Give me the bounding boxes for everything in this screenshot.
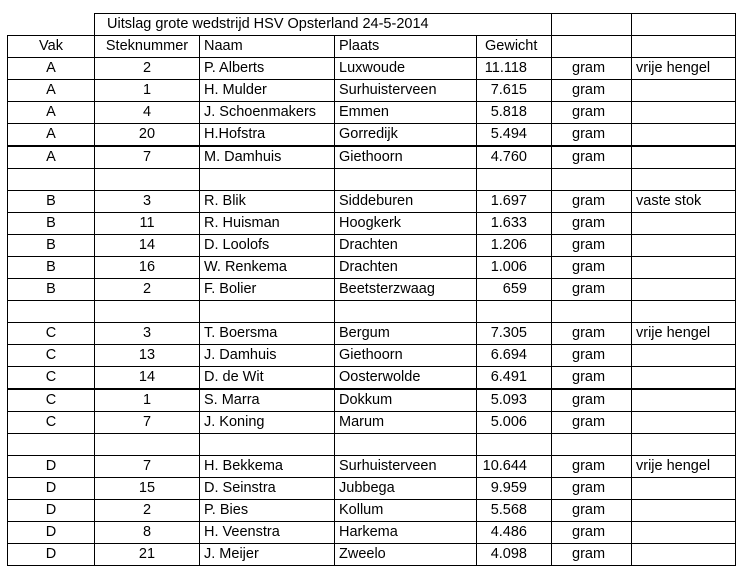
cell-vak: D xyxy=(8,478,95,500)
cell-naam: F. Bolier xyxy=(200,279,335,301)
cell-vak: A xyxy=(8,102,95,124)
cell-unit: gram xyxy=(552,345,632,367)
table-row xyxy=(8,102,736,124)
table-row xyxy=(8,124,736,147)
cell-naam xyxy=(200,301,335,323)
cell-opmerking: vrije hengel xyxy=(632,58,736,80)
cell-plaats: Surhuisterveen xyxy=(335,456,477,478)
cell-gewicht: 6.694 xyxy=(477,345,552,367)
cell-opmerking: vrije hengel xyxy=(632,323,736,345)
cell-opmerking xyxy=(632,478,736,500)
cell-plaats: Giethoorn xyxy=(335,345,477,367)
cell-gewicht: 6.491 xyxy=(477,367,552,390)
results-table xyxy=(7,13,736,566)
cell-naam: P. Alberts xyxy=(200,58,335,80)
cell-unit: gram xyxy=(552,367,632,390)
cell-naam: H.Hofstra xyxy=(200,124,335,147)
table-row xyxy=(8,80,736,102)
cell-unit: gram xyxy=(552,544,632,566)
cell-unit: gram xyxy=(552,124,632,147)
cell-opmerking xyxy=(632,213,736,235)
cell-plaats: Harkema xyxy=(335,522,477,544)
cell-unit: gram xyxy=(552,80,632,102)
cell-vak: C xyxy=(8,412,95,434)
cell-gewicht: 7.305 xyxy=(477,323,552,345)
title-row xyxy=(8,14,736,36)
cell-vak: C xyxy=(8,323,95,345)
cell-gewicht: 1.206 xyxy=(477,235,552,257)
cell-unit: gram xyxy=(552,522,632,544)
table-row xyxy=(8,323,736,345)
cell-steknummer: 3 xyxy=(95,191,200,213)
cell-vak: C xyxy=(8,345,95,367)
cell-unit: gram xyxy=(552,146,632,169)
table-row xyxy=(8,257,736,279)
cell-gewicht: 4.486 xyxy=(477,522,552,544)
cell-unit: gram xyxy=(552,323,632,345)
header-row xyxy=(8,36,736,58)
cell-steknummer xyxy=(95,301,200,323)
cell-opmerking: vrije hengel xyxy=(632,456,736,478)
cell-gewicht: 5.006 xyxy=(477,412,552,434)
cell-gewicht: 5.093 xyxy=(477,389,552,412)
cell-naam: H. Veenstra xyxy=(200,522,335,544)
table-row xyxy=(8,456,736,478)
cell-plaats: Giethoorn xyxy=(335,146,477,169)
cell-unit xyxy=(552,434,632,456)
cell-opmerking xyxy=(632,102,736,124)
cell-unit: gram xyxy=(552,279,632,301)
table-row xyxy=(8,389,736,412)
cell-naam: D. Seinstra xyxy=(200,478,335,500)
column-header-naam: Naam xyxy=(200,36,335,58)
cell-opmerking xyxy=(632,124,736,147)
table-row xyxy=(8,367,736,390)
cell-vak: A xyxy=(8,124,95,147)
cell-vak: B xyxy=(8,191,95,213)
cell-unit: gram xyxy=(552,478,632,500)
cell-steknummer: 2 xyxy=(95,500,200,522)
cell-opmerking xyxy=(632,389,736,412)
cell-opmerking xyxy=(632,80,736,102)
cell-gewicht: 5.818 xyxy=(477,102,552,124)
cell-unit: gram xyxy=(552,456,632,478)
table-row xyxy=(8,279,736,301)
table-row xyxy=(8,146,736,169)
cell-steknummer: 11 xyxy=(95,213,200,235)
cell-naam: J. Damhuis xyxy=(200,345,335,367)
cell-unit: gram xyxy=(552,235,632,257)
cell-gewicht xyxy=(477,169,552,191)
cell-vak xyxy=(8,169,95,191)
cell-plaats: Drachten xyxy=(335,235,477,257)
table-row xyxy=(8,235,736,257)
cell-vak: C xyxy=(8,367,95,390)
cell-plaats: Dokkum xyxy=(335,389,477,412)
cell-unit: gram xyxy=(552,412,632,434)
cell-gewicht: 4.098 xyxy=(477,544,552,566)
cell-gewicht: 1.697 xyxy=(477,191,552,213)
spacer-row xyxy=(8,169,736,191)
cell-plaats: Marum xyxy=(335,412,477,434)
cell-opmerking xyxy=(632,412,736,434)
cell-steknummer: 14 xyxy=(95,367,200,390)
cell-unit: gram xyxy=(552,389,632,412)
cell-gewicht: 7.615 xyxy=(477,80,552,102)
cell-plaats: Luxwoude xyxy=(335,58,477,80)
cell-vak: C xyxy=(8,389,95,412)
cell-plaats: Kollum xyxy=(335,500,477,522)
column-header-steknummer: Steknummer xyxy=(95,36,200,58)
cell-opmerking xyxy=(632,544,736,566)
cell-gewicht: 5.568 xyxy=(477,500,552,522)
table-row xyxy=(8,58,736,80)
cell-naam: J. Meijer xyxy=(200,544,335,566)
cell-steknummer: 8 xyxy=(95,522,200,544)
cell-opmerking xyxy=(632,146,736,169)
cell-steknummer: 1 xyxy=(95,80,200,102)
cell-opmerking xyxy=(632,345,736,367)
cell-steknummer: 7 xyxy=(95,146,200,169)
cell-steknummer: 20 xyxy=(95,124,200,147)
cell-steknummer: 1 xyxy=(95,389,200,412)
cell-plaats: Drachten xyxy=(335,257,477,279)
cell-opmerking xyxy=(632,522,736,544)
cell-plaats: Siddeburen xyxy=(335,191,477,213)
table-row xyxy=(8,544,736,566)
cell-naam: H. Bekkema xyxy=(200,456,335,478)
cell-steknummer: 2 xyxy=(95,58,200,80)
cell-gewicht: 11.118 xyxy=(477,58,552,80)
cell-vak: B xyxy=(8,279,95,301)
spacer-row xyxy=(8,301,736,323)
cell-naam: R. Blik xyxy=(200,191,335,213)
cell-naam: J. Schoenmakers xyxy=(200,102,335,124)
cell-gewicht: 1.633 xyxy=(477,213,552,235)
cell-naam: S. Marra xyxy=(200,389,335,412)
cell-vak: A xyxy=(8,58,95,80)
cell-gewicht: 9.959 xyxy=(477,478,552,500)
cell-naam xyxy=(200,434,335,456)
cell-steknummer: 14 xyxy=(95,235,200,257)
cell-unit: gram xyxy=(552,102,632,124)
cell-gewicht xyxy=(477,434,552,456)
cell-steknummer: 3 xyxy=(95,323,200,345)
cell-gewicht: 10.644 xyxy=(477,456,552,478)
cell-steknummer: 7 xyxy=(95,412,200,434)
cell-unit: gram xyxy=(552,213,632,235)
cell-opmerking xyxy=(632,169,736,191)
cell-vak: B xyxy=(8,213,95,235)
cell-plaats xyxy=(335,169,477,191)
cell-plaats: Hoogkerk xyxy=(335,213,477,235)
cell-naam: P. Bies xyxy=(200,500,335,522)
results-sheet xyxy=(7,13,736,566)
cell-naam: T. Boersma xyxy=(200,323,335,345)
cell-steknummer: 15 xyxy=(95,478,200,500)
spacer-row xyxy=(8,434,736,456)
cell-steknummer: 4 xyxy=(95,102,200,124)
table-row xyxy=(8,345,736,367)
cell-plaats: Beetsterzwaag xyxy=(335,279,477,301)
cell-plaats: Jubbega xyxy=(335,478,477,500)
cell-vak: D xyxy=(8,500,95,522)
cell-steknummer: 2 xyxy=(95,279,200,301)
cell-unit: gram xyxy=(552,191,632,213)
cell-plaats: Emmen xyxy=(335,102,477,124)
cell-plaats: Gorredijk xyxy=(335,124,477,147)
cell-plaats xyxy=(335,434,477,456)
table-row xyxy=(8,213,736,235)
cell-naam: H. Mulder xyxy=(200,80,335,102)
cell-naam: R. Huisman xyxy=(200,213,335,235)
cell-unit: gram xyxy=(552,58,632,80)
cell-unit: gram xyxy=(552,500,632,522)
cell-plaats: Bergum xyxy=(335,323,477,345)
cell-steknummer: 13 xyxy=(95,345,200,367)
column-header-plaats: Plaats xyxy=(335,36,477,58)
cell-opmerking xyxy=(632,367,736,390)
table-row xyxy=(8,412,736,434)
cell-plaats xyxy=(335,301,477,323)
cell-vak xyxy=(8,434,95,456)
cell-naam: D. Loolofs xyxy=(200,235,335,257)
cell-gewicht: 4.760 xyxy=(477,146,552,169)
cell-steknummer: 7 xyxy=(95,456,200,478)
cell-steknummer: 16 xyxy=(95,257,200,279)
cell-steknummer xyxy=(95,169,200,191)
cell-naam: W. Renkema xyxy=(200,257,335,279)
cell-opmerking xyxy=(632,301,736,323)
cell-opmerking xyxy=(632,500,736,522)
cell-plaats: Oosterwolde xyxy=(335,367,477,390)
cell-plaats: Zweelo xyxy=(335,544,477,566)
cell-gewicht: 1.006 xyxy=(477,257,552,279)
table-row xyxy=(8,478,736,500)
table-row xyxy=(8,500,736,522)
cell-gewicht: 659 xyxy=(477,279,552,301)
cell-opmerking xyxy=(632,434,736,456)
cell-opmerking xyxy=(632,257,736,279)
cell-naam xyxy=(200,169,335,191)
cell-vak: B xyxy=(8,235,95,257)
cell-naam: D. de Wit xyxy=(200,367,335,390)
cell-plaats: Surhuisterveen xyxy=(335,80,477,102)
cell-vak: D xyxy=(8,544,95,566)
table-row xyxy=(8,191,736,213)
cell-gewicht: 5.494 xyxy=(477,124,552,147)
table-row xyxy=(8,522,736,544)
cell-gewicht xyxy=(477,301,552,323)
column-header-vak: Vak xyxy=(8,36,95,58)
page-title: Uitslag grote wedstrijd HSV Opsterland 24-5-2014 xyxy=(95,14,552,36)
cell-opmerking: vaste stok xyxy=(632,191,736,213)
cell-vak: A xyxy=(8,80,95,102)
cell-unit xyxy=(552,169,632,191)
cell-vak: D xyxy=(8,522,95,544)
cell-opmerking xyxy=(632,235,736,257)
cell-unit: gram xyxy=(552,257,632,279)
cell-vak: A xyxy=(8,146,95,169)
cell-vak xyxy=(8,301,95,323)
cell-unit xyxy=(552,301,632,323)
cell-steknummer xyxy=(95,434,200,456)
column-header-gewicht: Gewicht xyxy=(477,36,552,58)
cell-naam: M. Damhuis xyxy=(200,146,335,169)
cell-steknummer: 21 xyxy=(95,544,200,566)
cell-naam: J. Koning xyxy=(200,412,335,434)
cell-opmerking xyxy=(632,279,736,301)
cell-vak: B xyxy=(8,257,95,279)
cell-vak: D xyxy=(8,456,95,478)
